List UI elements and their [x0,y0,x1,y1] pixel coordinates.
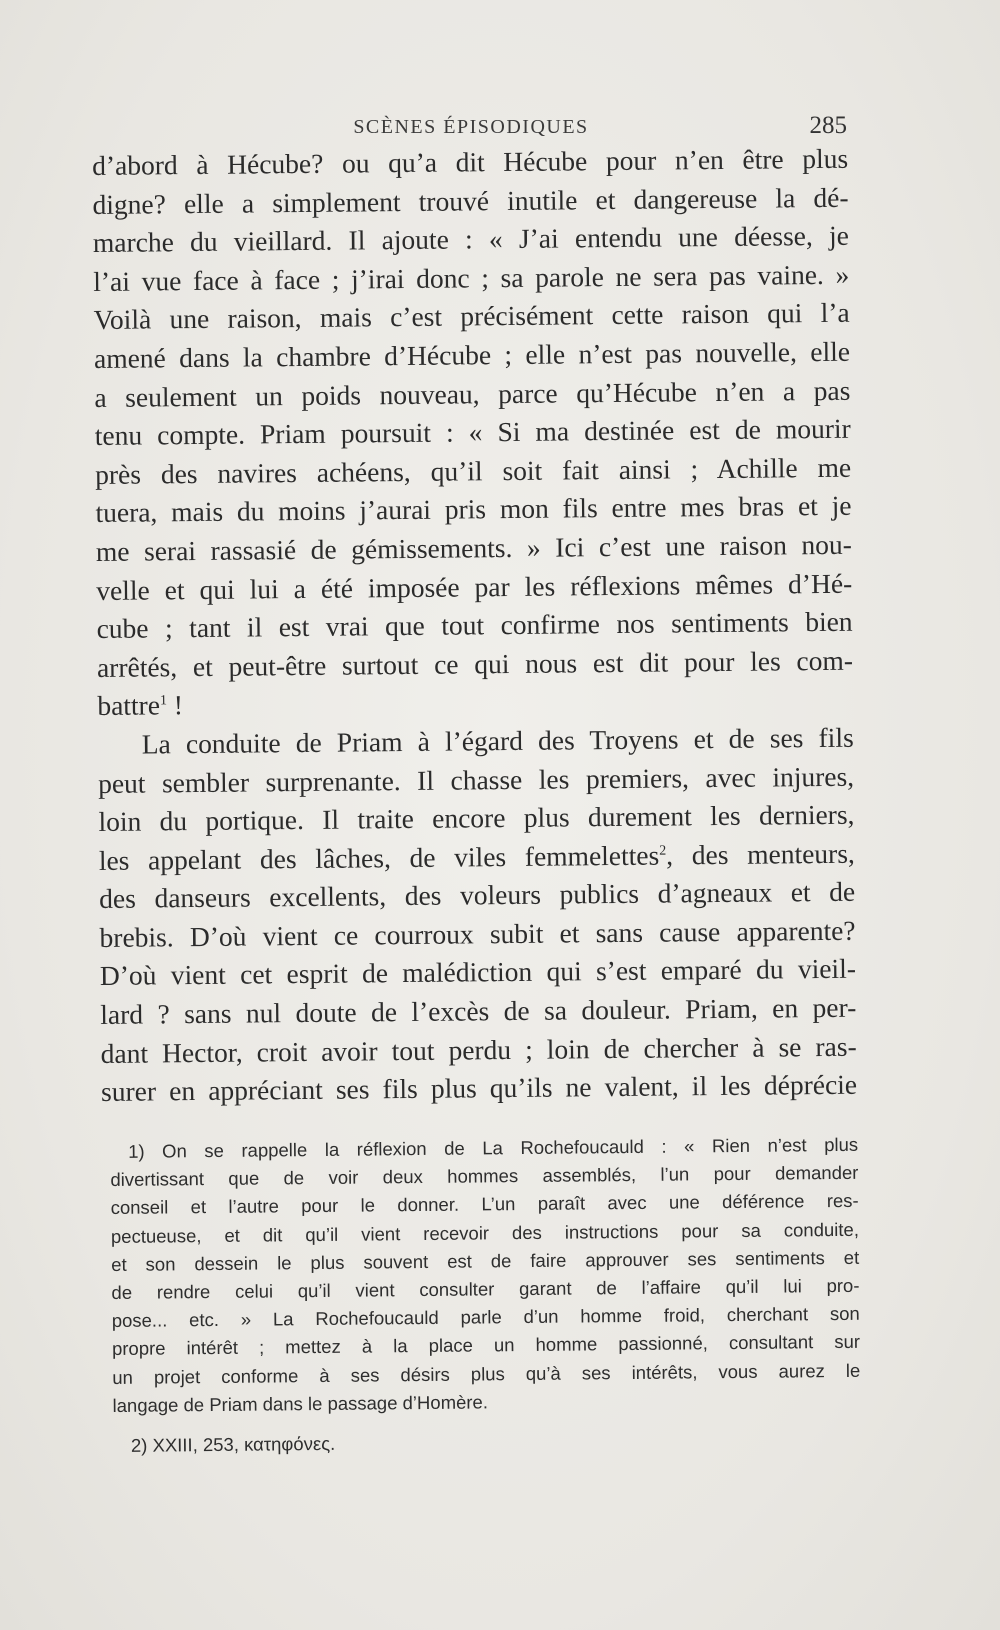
footnote-line: 1) On se rappelle la réflexion de La Rochefoucauld : « Rien n’est plus [128,1133,859,1162]
paragraph-start-line: La conduite de Priam à l’égard des Troyens et de ses fils [141,721,854,760]
footnote-line: un projet conforme à ses désirs plus qu’à ses intérêts, vous aurez le [112,1359,861,1388]
text-line: tuera, mais du moins j’aurai pris mon fils entre mes bras et je [95,490,852,529]
text-line: tenu compte. Priam poursuit : « Si ma destinée est de mourir [94,412,851,452]
text-line: dant Hector, croit avoir tout perdu ; loin de chercher à se ras- [100,1030,857,1069]
footnote-line: propre intérêt ; mettez à la place un homme passionné, consultant sur [111,1331,861,1360]
text-line: surer en appréciant ses fils plus qu’ils ne valent, il les déprécie [100,1068,858,1108]
page-header [95,112,847,142]
text-line: me serai rassasié de gémissements. » Ici c’est une raison nou- [95,528,852,567]
text-line: Voilà une raison, mais c’est précisément cette raison qui l’a [93,297,850,336]
text-line: amené dans la chambre d’Hécube ; elle n’est pas nouvelle, elle [93,335,851,374]
text-line: lard ? sans nul doute de l’excès de sa douleur. Priam, en per- [100,991,857,1031]
footnote-ref-2[interactable]: 2 [659,843,667,859]
battre-tail: ! [166,689,184,721]
main-text [92,140,857,1112]
page-number: 285 [809,112,847,139]
footnote-line: langage de Priam dans le passage d’Homère. [112,1391,489,1416]
text-line: a seulement un poids nouveau, parce qu’Hécube n’en a pas [94,374,851,413]
text-segment: , des menteurs, [666,837,855,871]
footnote-2 [113,1425,861,1460]
text-line: près des navires achéens, qu’il soit fait ainsi ; Achille me [94,451,852,490]
footnote-line: pose... etc. » La Rochefoucauld parle d’un homme froid, cherchant son [111,1302,860,1332]
footnote-1 [110,1131,861,1420]
footnote-ref-1[interactable]: 1 [159,693,168,709]
footnote-line: et son dessein le plus souvent est de faire approuver ses sentiments et [111,1246,860,1275]
text-segment: les appelant des lâches, de viles femmelettes [98,839,660,876]
footnote-line: divertissant que de voir deux hommes assemblés, l’un pour demander [110,1162,859,1191]
footnotes [110,1131,861,1460]
text-line: loin du portique. Il traite encore plus durement les derniers, [98,798,855,838]
text-line: peut sembler surprenante. Il chasse les premiers, avec injures, [97,760,855,799]
footnote-line: pectueuse, et dit qu’il vient recevoir des instructions pour sa conduite, [110,1218,860,1247]
footnote-line: conseil et l’autre pour le donner. L’un paraît avec une déférence res- [110,1190,859,1219]
footnote-line: 2) XXIII, 253, κατηφόνες. [130,1432,336,1456]
text-line: digne? elle a simplement trouvé inutile et dangereuse la dé- [92,181,849,220]
running-head: SCÈNES ÉPISODIQUES [353,116,589,138]
footnote-line: de rendre celui qu’il vient consulter garant de l’affaire qu’il lui pro- [111,1274,860,1303]
text-line: des danseurs excellents, des voleurs publics d’agneaux et de [99,875,856,915]
battre-word: battre [97,689,161,722]
text-line: marche du vieillard. Il ajoute : « J’ai entendu une déesse, je [92,219,850,259]
text-line: l’ai vue face à face ; j’irai donc ; sa parole ne sera pas vaine. » [93,258,850,297]
text-line: velle et qui lui a été imposée par les réflexions mêmes d’Hé- [96,567,853,606]
text-line: cube ; tant il est vrai que tout confirme nos sentiments bien [96,605,853,645]
text-line: arrêtés, et peut-être surtout ce qui nous est dit pour les com- [96,644,854,683]
text-line: brebis. D’où vient ce courroux subit et sans cause apparente? [99,914,856,953]
text-line: d’abord à Hécube? ou qu’a dit Hécube pour n’en être plus [92,142,849,181]
text-line: D’où vient cet esprit de malédiction qui s’est emparé du vieil- [99,953,857,992]
